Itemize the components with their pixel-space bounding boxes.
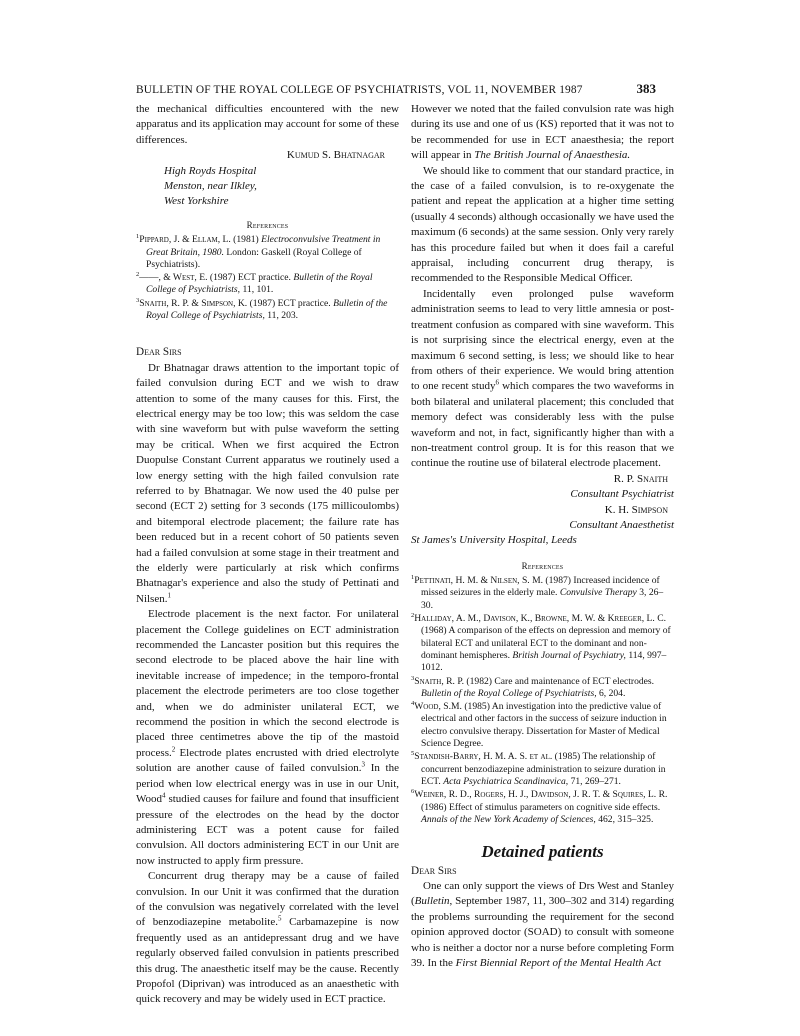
address-line: Menston, near Ilkley, xyxy=(164,180,257,193)
reference-item: $^1$Pippard, J. & Ellam, L. (1981) Electroconvulsive Treatment in Great Britain, 1980. London: Gaskell (Royal College of Psychiatrists). xyxy=(136,233,381,270)
letter2-paragraph: However we noted that the failed convulsion rate was high during its use and one of us (KS) reported that it was not to be recommended for use in ECT anaesthesia; the report will appear in The British Journal of Anaesthesia. xyxy=(411,103,674,162)
signature-bhatnagar: Kumud S. Bhatnagar xyxy=(286,149,385,162)
reference-item: $^4$Wood, S.M. (1985) An investigation into the predictive value of electrical and other factors in the success of seizure induction in electro convulsive therapy. Dissertation for Master of Medical Science Degree. xyxy=(411,699,667,750)
right-column xyxy=(411,102,674,971)
letter2-paragraph: Concurrent drug therapy may be a cause of failed convulsion. In our Unit it was confirmed that the duration of the convulsion was negatively correlated with the level of benzodiazepine metabolite.$^5$ Carbamazepine is now frequently used as an antidepressant drug and we have regularly observed failed convulsion in patients prescribed this drug. The anaesthetic itself may be the cause. Recently Propofol (Diprivan) was introduced as an anaesthetic with quick recovery and may be widely used in ECT practice. xyxy=(136,870,400,1006)
address-line: High Royds Hospital xyxy=(164,164,257,177)
letter2-paragraph: Dr Bhatnagar draws attention to the important topic of failed convulsion during ECT and we wish to draw attention to some of the many causes for this. First, the electrical energy may be too low; this was seldom the case with sine waveform but with pulse waveform the setting may be critical. When we first acquired the Ectron Duopulse Constant Current apparatus we routinely used a low energy setting with the high failed convulsion rate referred to by Bhatnagar. We now used the 40 pulse per second (ECT 2) setting for 3 seconds (175 millicoulombs) and bitemporal electrode placement; the failure rate has been reduced but in a recent cohort of 50 patients seven had a failed convulsion at some stage in their treatment and the elderly were particularly at risk which confirms Bhatnagar's experience and also the study of Pettinati and Nilsen.$^1$ xyxy=(136,361,399,605)
references-list xyxy=(411,575,674,826)
references-heading: References xyxy=(521,560,564,571)
signature-role: Consultant Psychiatrist xyxy=(570,488,674,501)
address-line: West Yorkshire xyxy=(164,195,229,208)
reference-item: $^3$Snaith, R. P. (1982) Care and maintenance of ECT electrodes. Bulletin of the Royal College of Psychiatrists, 6, 204. xyxy=(411,674,655,699)
section-title: Detained patients xyxy=(481,842,604,862)
references-heading: References xyxy=(246,219,289,230)
signature-role: Consultant Anaesthetist xyxy=(569,518,674,531)
references-list xyxy=(136,234,399,322)
letter1-closing-paragraph: the mechanical difficulties encountered with the new apparatus and its application may account for some of these differences. xyxy=(136,103,399,146)
signature-simpson: K. H. Simpson xyxy=(604,503,668,516)
signature-snaith: R. P. Snaith xyxy=(613,472,668,485)
letter2-paragraph: Electrode placement is the next factor. For unilateral placement the College guidelines on ECT administration recommended the Lancaster position but this requires the second electrode to be placed above the hair line with inevitable increase of impedence; in the temporo-frontal placement the electrode perimeters are too close together and, when we do administer unilateral ECT, we recommend the position in which the second electrode is placed three centimetres above the tip of the mastoid process.$^2$ Electrode plates encrusted with dried electrolyte solution are another cause of failed convulsion.$^3$ In the period when low electrical energy was in use in our Unit, Wood$^4$ studied causes for failure and found that insufficient pressure of the electrodes on the head by the doctor administering ECT was a potent cause for failed convulsion. All doctors administering ECT in our Unit are now instructed to apply firm pressure. xyxy=(136,608,399,867)
reference-item: $^5$Standish-Barry, H. M. A. S. et al. (1985) The relationship of concurrent benzodiazepine administration to seizure duration in ECT. Acta Psychiatrica Scandinavica, 71, 269–271. xyxy=(411,750,666,787)
address-block xyxy=(136,164,399,210)
salutation: Dear Sirs xyxy=(411,864,457,877)
running-header: BULLETIN OF THE ROYAL COLLEGE OF PSYCHIATRISTS, VOL 11, NOVEMBER 1987 xyxy=(136,84,583,96)
hospital-address: St James's University Hospital, Leeds xyxy=(411,534,577,547)
reference-item: $^3$Snaith, R. P. & Simpson, K. (1987) ECT practice. Bulletin of the Royal College of Psychiatrists, 11, 203. xyxy=(136,296,388,322)
letter2-paragraph: We should like to comment that our standard practice, in the case of a failed convulsion, is to re-oxygenate the patient and repeat the application at a higher time setting (usually 4 seconds) although occasionally we have used the maximum (6 seconds) at the same session. Only very rarely has this procedure failed but when it does fail a careful appraisal, including concurrent drug therapy, is recommended to the Responsible Medical Officer. xyxy=(411,164,674,285)
reference-item: $^1$Pettinati, H. M. & Nilsen, S. M. (1987) Increased incidence of missed seizures in the elderly male. Convulsive Therapy 3, 26–30. xyxy=(411,574,664,611)
salutation: Dear Sirs xyxy=(136,346,182,359)
reference-item: $^2$Halliday, A. M., Davison, K., Browne, M. W. & Kreeger, L. C. (1968) A comparison of the effects on depression and memory of bilateral ECT and unilateral ECT to the dominant and non-dominant hemispheres. British Journal of Psychiatry, 114, 997–1012. xyxy=(411,611,671,674)
page-number: 383 xyxy=(636,81,656,96)
reference-item: $^2$——, & West, E. (1987) ECT practice. Bulletin of the Royal College of Psychiatrists, 11, 101. xyxy=(136,270,373,296)
letter2-paragraph: Incidentally even prolonged pulse waveform administration seems to lead to very little amnesia or post-treatment confusion as compared with sine waveform. This is not surprising since the electrical energy, even at the maximum 6 second setting, is less; we should like to hear from others of their experience. We would bring attention to one recent study$^6$ which compares the two waveforms in both bilateral and unilateral placement; this concluded that memory defect was considerably less with the pulse waveform and not, in fact, significantly higher than with a non-treatment control group. It is for this reason that we continue the routine use of bilateral electrode placement. xyxy=(411,287,674,470)
reference-item: $^6$Weiner, R. D., Rogers, H. J., Davidson, J. R. T. & Squires, L. R. (1986) Effect of stimulus parameters on cognitive side effects. Annals of the New York Academy of Sciences, 462, 315–325. xyxy=(411,788,668,825)
left-column xyxy=(136,102,399,1008)
letter3-paragraph: One can only support the views of Drs West and Stanley (Bulletin, September 1987, 11, 300–302 and 314) regarding the problems surrounding the requirement for the second opinion approved doctor (SOAD) to consult with someone who is neither a doctor nor a nurse before completing Form 39. In the First Biennial Report of the Mental Health Act xyxy=(411,879,674,969)
